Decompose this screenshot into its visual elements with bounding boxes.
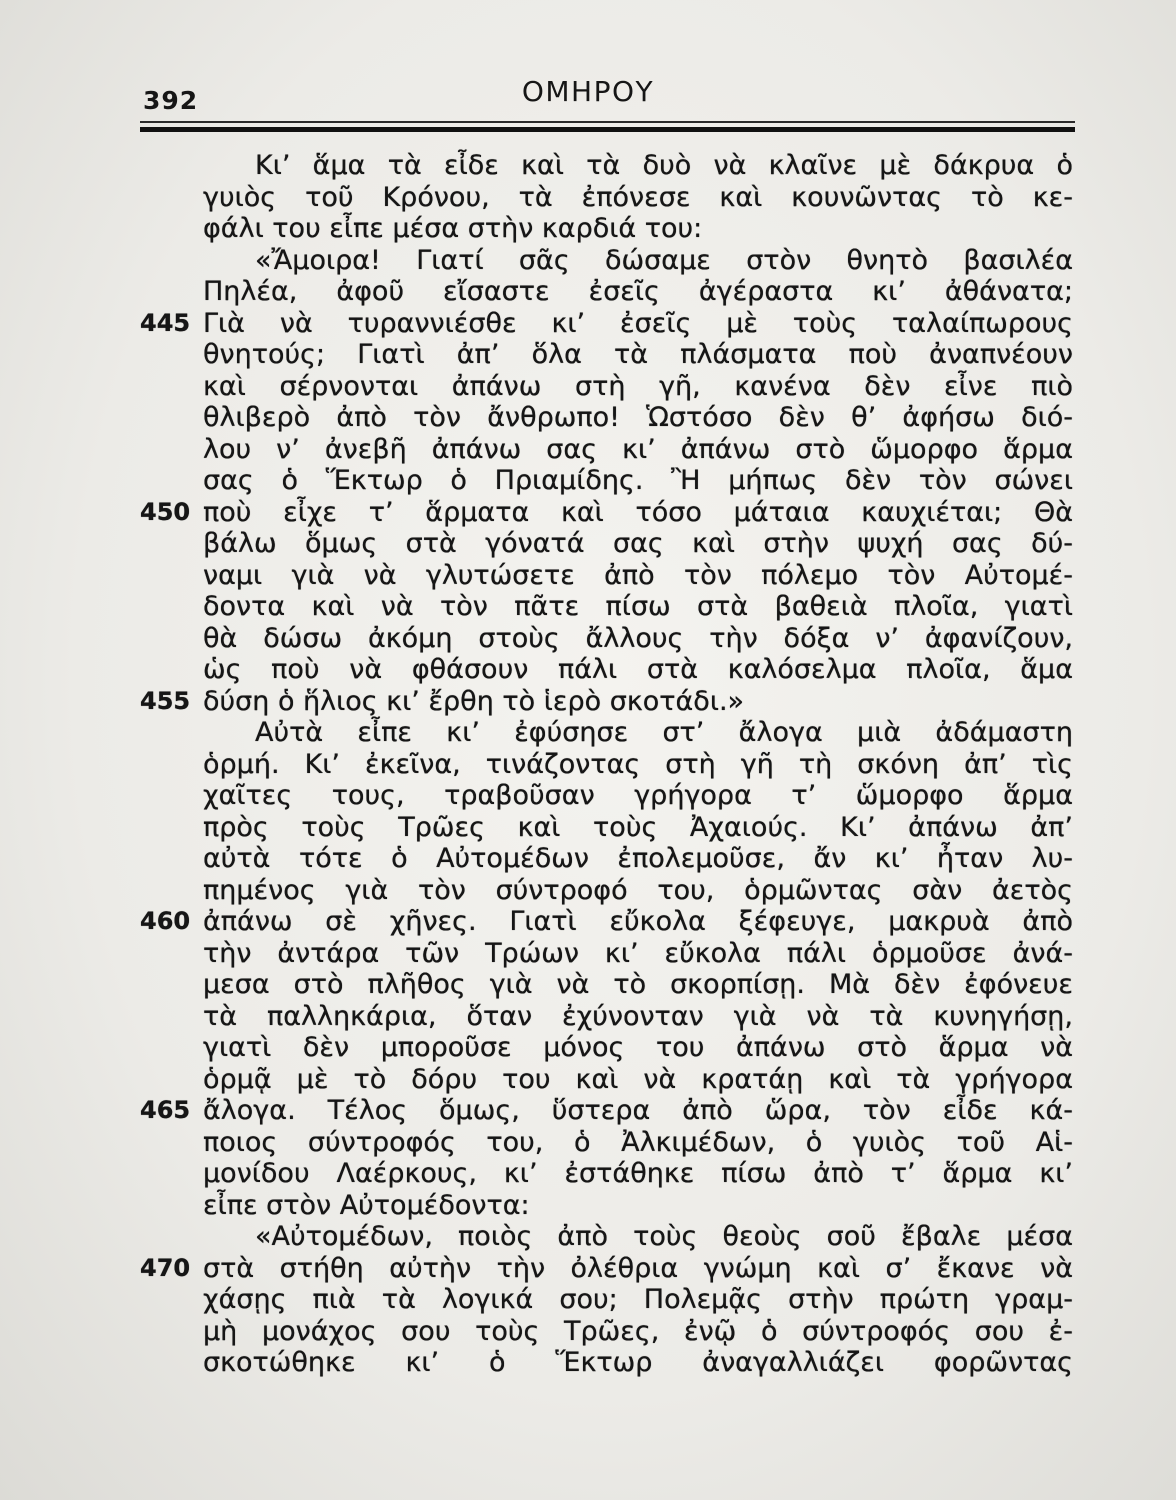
text-line	[203, 875, 1073, 907]
line-text: Γιὰ νὰ τυραννιέσθε κι’ ἐσεῖς μὲ τοὺς ταλαίπωρους	[203, 307, 1073, 339]
header-rule-thin	[140, 121, 1075, 123]
line-text: μονίδου Λαέρκους, κι’ ἐστάθηκε πίσω ἀπὸ τ’ ἅρμα κι’	[203, 1158, 1073, 1189]
line-text: «Ἄμοιρα! Γιατί σᾶς δώσαμε στὸν θνητὸ βασιλέα	[255, 244, 1073, 276]
line-text: ὁρμή. Κι’ ἐκεῖνα, τινάζοντας στὴ γῆ τὴ σκόνη ἀπ’ τὶς	[203, 748, 1073, 780]
line-text: φάλι του εἶπε μέσα στὴν καρδιά του:	[203, 213, 703, 244]
line-text: πημένος γιὰ τὸν σύντροφό του, ὁρμῶντας σὰν ἀετὸς	[203, 874, 1073, 906]
text-line	[203, 1158, 1073, 1190]
text-line	[140, 906, 1073, 938]
text-line	[140, 1252, 1073, 1285]
line-text: σας ὁ Ἕκτωρ ὁ Πριαμίδης. Ἢ μήπως δὲν τὸν σώνει	[203, 465, 1073, 496]
text-line	[203, 623, 1073, 655]
text-line	[203, 717, 1073, 749]
header-rule-thick	[140, 127, 1075, 132]
text-line	[203, 560, 1073, 592]
text-line	[203, 938, 1073, 970]
paragraph	[140, 717, 1073, 1221]
line-text: τὰ παλληκάρια, ὅταν ἐχύνονταν γιὰ νὰ τὰ κυνηγήσῃ,	[203, 1000, 1073, 1032]
text-line	[203, 1347, 1073, 1379]
line-text: ἀπάνω σὲ χῆνες. Γιατὶ εὔκολα ξέφευγε, μακρυὰ ἀπὸ	[203, 906, 1073, 937]
text-line	[203, 843, 1073, 875]
line-text: χαῖτες τους, τραβοῦσαν γρήγορα τ’ ὥμορφο ἅρμα	[203, 780, 1073, 811]
text-line	[203, 465, 1073, 497]
line-text: ὡς ποὺ νὰ φθάσουν πάλι στὰ καλόσελμα πλοῖα, ἅμα	[203, 654, 1073, 685]
paragraph	[140, 1221, 1073, 1379]
line-text: δύση ὁ ἥλιος κι’ ἔρθη τὸ ἱερὸ σκοτάδι.»	[203, 685, 745, 717]
line-number: 445	[140, 308, 191, 337]
line-text: πρὸς τοὺς Τρῶες καὶ τοὺς Ἀχαιούς. Κι’ ἀπάνω ἀπ’	[203, 811, 1073, 843]
line-number: 450	[140, 497, 191, 526]
text-line	[203, 780, 1073, 812]
text-line	[203, 339, 1073, 371]
running-title: ΟΜΗΡΟΥ	[521, 75, 655, 108]
text-line	[203, 1127, 1073, 1159]
text-line	[203, 1032, 1073, 1064]
line-text: στὰ στήθη αὐτὴν τὴν ὀλέθρια γνώμη καὶ σ’ ἔκανε νὰ	[203, 1252, 1073, 1284]
line-text: σκοτώθηκε κι’ ὁ Ἕκτωρ ἀναγαλλιάζει φορῶντας	[203, 1347, 1073, 1378]
text-line	[203, 150, 1073, 182]
text-line	[203, 1284, 1073, 1316]
text-line	[203, 1064, 1073, 1096]
text-line	[203, 654, 1073, 686]
line-text: γυιὸς τοῦ Κρόνου, τὰ ἐπόνεσε καὶ κουνῶντας τὸ κε-	[203, 181, 1073, 213]
line-text: Αὐτὰ εἶπε κι’ ἐφύσησε στ’ ἄλογα μιὰ ἀδάμαστη	[255, 717, 1073, 748]
text-line	[203, 1190, 1073, 1222]
line-text: λου ν’ ἀνεβῆ ἀπάνω σας κι’ ἀπάνω στὸ ὥμορφο ἅρμα	[203, 433, 1073, 465]
text-line	[203, 182, 1073, 214]
line-text: ἄλογα. Τέλος ὅμως, ὕστερα ἀπὸ ὥρα, τὸν εἶδε κά-	[203, 1095, 1073, 1126]
page-number: 392	[143, 86, 199, 115]
line-number: 470	[140, 1253, 191, 1282]
line-text: Πηλέα, ἀφοῦ εἴσαστε ἐσεῖς ἀγέραστα κι’ ἀθάνατα;	[203, 276, 1073, 307]
body-text	[140, 150, 1073, 1379]
text-line	[203, 1001, 1073, 1033]
text-line	[140, 685, 1073, 718]
line-text: τὴν ἀντάρα τῶν Τρώων κι’ εὔκολα πάλι ὁρμοῦσε ἀνά-	[203, 937, 1073, 969]
paragraph	[203, 150, 1073, 245]
text-line	[203, 812, 1073, 844]
text-line	[203, 245, 1073, 277]
text-line	[203, 749, 1073, 781]
line-text: θλιβερὸ ἀπὸ τὸν ἄνθρωπο! Ὡστόσο δὲν θ’ ἀφήσω διό-	[203, 402, 1073, 433]
text-line	[203, 1221, 1073, 1253]
text-line	[140, 307, 1073, 340]
line-text: βάλω ὅμως στὰ γόνατά σας καὶ στὴν ψυχή σας δύ-	[203, 528, 1073, 559]
text-line	[203, 276, 1073, 308]
line-text: ποὺ εἶχε τ’ ἅρματα καὶ τόσο μάταια καυχιέται; Θὰ	[203, 496, 1073, 528]
line-text: εἶπε στὸν Αὐτομέδοντα:	[203, 1189, 530, 1221]
line-text: μὴ μονάχος σου τοὺς Τρῶες, ἐνῷ ὁ σύντροφός σου ἐ-	[203, 1315, 1073, 1347]
text-line	[203, 1316, 1073, 1348]
text-line	[203, 528, 1073, 560]
line-text: καὶ σέρνονται ἀπάνω στὴ γῆ, κανένα δὲν εἶνε πιὸ	[203, 370, 1073, 402]
text-line	[203, 591, 1073, 623]
line-text: ὁρμᾷ μὲ τὸ δόρυ του καὶ νὰ κρατάῃ καὶ τὰ γρήγορα	[203, 1063, 1073, 1095]
text-line	[203, 213, 1073, 245]
paragraph	[140, 244, 1073, 718]
line-text: μεσα στὸ πλῆθος γιὰ νὰ τὸ σκορπίσῃ. Μὰ δὲν ἐφόνευε	[203, 969, 1073, 1000]
line-text: ποιος σύντροφός του, ὁ Ἀλκιμέδων, ὁ γυιὸς τοῦ Αἱ-	[203, 1126, 1073, 1158]
line-text: χάσῃς πιὰ τὰ λογικά σου; Πολεμᾷς στὴν πρώτη γραμ-	[203, 1284, 1073, 1315]
line-text: γιατὶ δὲν μποροῦσε μόνος του ἀπάνω στὸ ἅρμα νὰ	[203, 1032, 1073, 1063]
line-text: Κι’ ἅμα τὰ εἶδε καὶ τὰ δυὸ νὰ κλαῖνε μὲ δάκρυα ὁ	[255, 150, 1073, 181]
line-text: αὐτὰ τότε ὁ Αὐτομέδων ἐπολεμοῦσε, ἄν κι’ ἦταν λυ-	[203, 843, 1073, 874]
line-text: «Αὐτομέδων, ποιὸς ἀπὸ τοὺς θεοὺς σοῦ ἔβαλε μέσα	[255, 1221, 1073, 1252]
line-text: δοντα καὶ νὰ τὸν πᾶτε πίσω στὰ βαθειὰ πλοῖα, γιατὶ	[203, 591, 1073, 622]
text-line	[203, 969, 1073, 1001]
text-line	[140, 1095, 1073, 1127]
text-line	[203, 402, 1073, 434]
line-number: 460	[140, 907, 191, 935]
line-text: θνητούς; Γιατὶ ἀπ’ ὅλα τὰ πλάσματα ποὺ ἀναπνέουν	[203, 339, 1073, 370]
line-number: 465	[140, 1096, 191, 1124]
line-text: θὰ δώσω ἀκόμη στοὺς ἄλλους τὴν δόξα ν’ ἀφανίζουν,	[203, 622, 1073, 654]
line-number: 455	[140, 686, 191, 715]
text-line	[140, 496, 1073, 529]
text-line	[203, 371, 1073, 403]
text-line	[203, 434, 1073, 466]
line-text: ναμι γιὰ νὰ γλυτώσετε ἀπὸ τὸν πόλεμο τὸν Αὐτομέ-	[203, 559, 1073, 591]
